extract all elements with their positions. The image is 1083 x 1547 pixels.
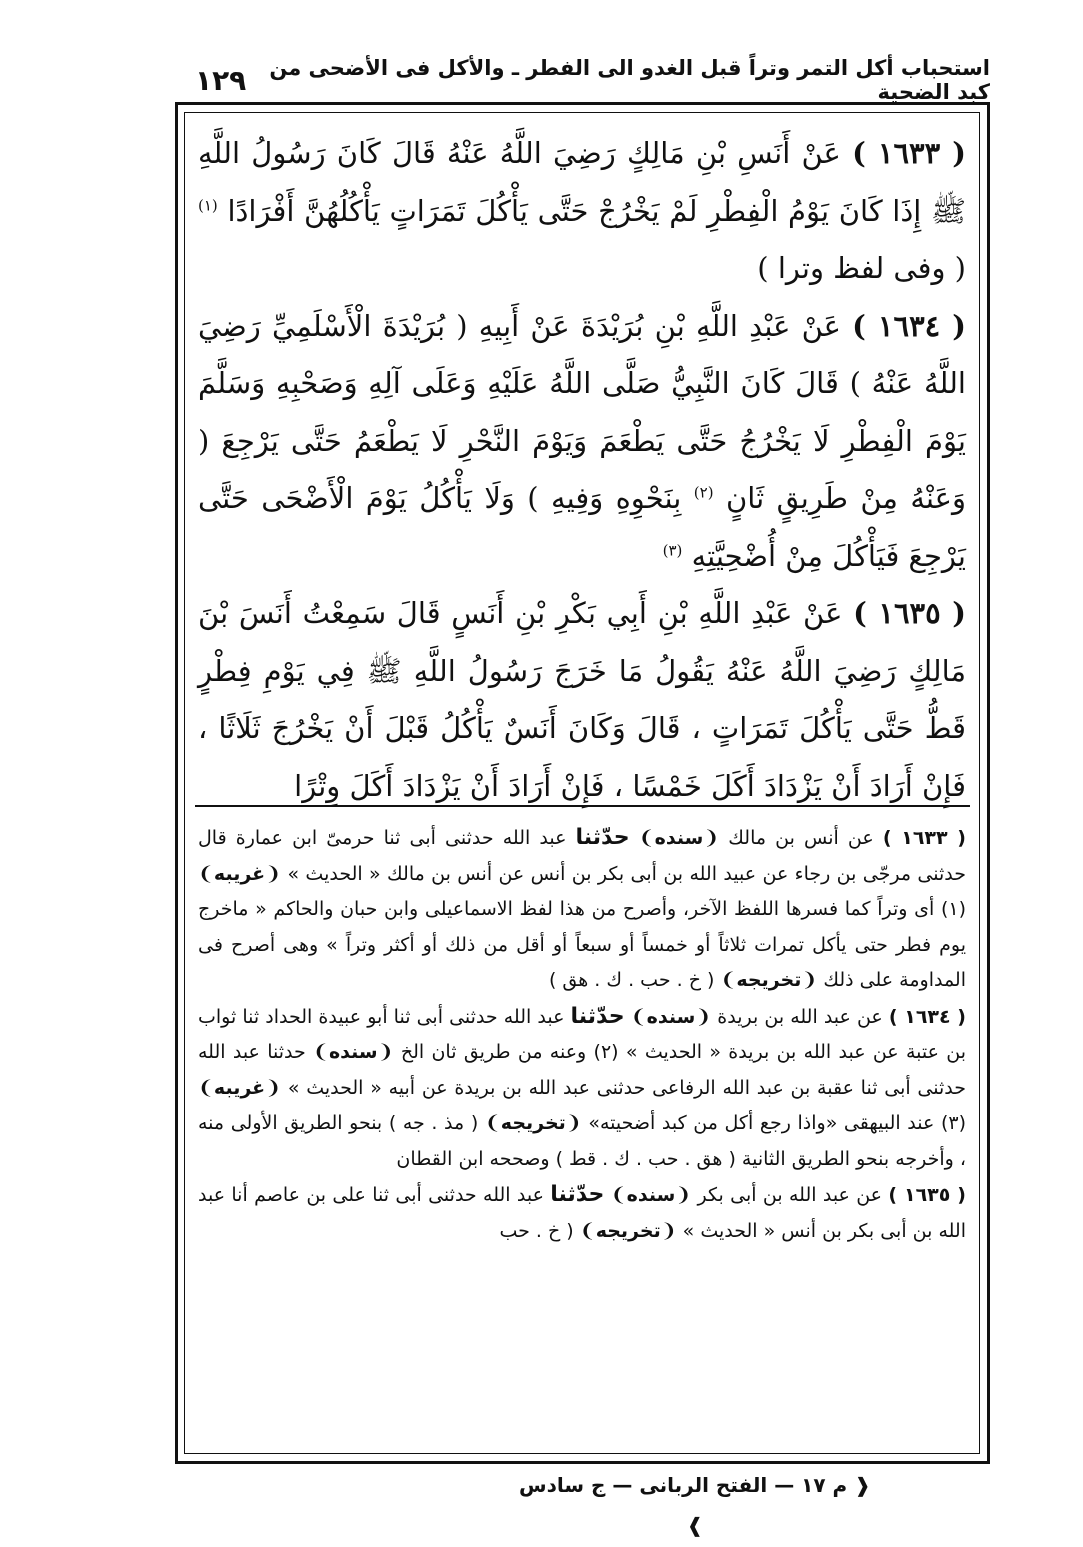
page-header bbox=[195, 56, 990, 104]
sanad-text: عبد الله حدثنى أبى ثنا على بن عاصم أنا عبد الله بن أبى بكر بن أنس « الحديث » bbox=[198, 1184, 966, 1242]
footnote-ref: (٣) bbox=[662, 540, 683, 559]
main-hadith-text bbox=[198, 125, 966, 815]
sanad-label: ❨ سنده ❩ bbox=[611, 1184, 691, 1206]
commentary-notes bbox=[198, 820, 966, 1249]
hadith-body-cont: بِنَحْوِهِ وَفِيهِ ) وَلَا يَأْكُلُ يَوْمَ الْأَضْحَى حَتَّى يَرْجِعَ فَيَأْكُلَ مِنْ أُضْحِيَّتِهِ bbox=[198, 481, 966, 573]
gharib-text: (١) أى وتراً كما فسرها اللفظ الآخر، وأصرح من هذا لفظ الاسماعيلى وابن حبان والحاكم « ماخرج يوم فطر حتى يأكل تمرات ثلاثاً أو خمساً أو سبعاً أو أقل من ذلك أو أكثر وتراً » وهى أصرح فى المداومة على ذلك bbox=[198, 898, 966, 991]
hadith-body: عَنْ عَبْدِ اللَّهِ بْنِ أَبِي بَكْرِ بْنِ أَنَسٍ قَالَ سَمِعْتُ أَنَسَ بْنَ مَالِكٍ رَضِيَ اللَّهُ عَنْهُ يَقُولُ مَا خَرَجَ رَسُولُ اللَّهِ ﷺ فِي يَوْمِ فِطْرٍ قَطُّ حَتَّى يَأْكُلَ تَمَرَاتٍ ، قَالَ وَكَانَ أَنَسٌ يَأْكُلُ قَبْلَ أَنْ يَخْرُجَ ثَلَاثًا ، فَإِنْ أَرَادَ أَنْ يَزْدَادَ أَكَلَ خَمْسًا ، فَإِنْ أَرَادَ أَنْ يَزْدَادَ أَكَلَ وِتْرًا bbox=[198, 596, 966, 803]
running-title: استحباب أكل التمر وتراً قبل الغدو الى الفطر ـ والأكل فى الأضحى من كبد الضحية bbox=[269, 56, 990, 104]
footnote-ref: (٢) bbox=[693, 483, 714, 502]
takhrij-label: ❨ تخريجه ❩ bbox=[580, 1220, 677, 1242]
notes-divider bbox=[195, 805, 970, 807]
note-number: ( ١٦٣٥ ) bbox=[888, 1184, 966, 1206]
note-1633 bbox=[198, 820, 966, 999]
takhrij-label: ❨ تخريجه ❩ bbox=[485, 1112, 582, 1134]
note-lead: عن عبد الله بن أبى بكر bbox=[697, 1184, 883, 1206]
hadith-1634 bbox=[198, 298, 966, 586]
haddathana-word: حدّثنا bbox=[570, 1003, 625, 1029]
hadith-body: عَنْ أَنَسِ بْنِ مَالِكٍ رَضِيَ اللَّهُ عَنْهُ قَالَ كَانَ رَسُولُ اللَّهِ ﷺ إِذَا كَانَ يَوْمُ الْفِطْرِ لَمْ يَخْرُجْ حَتَّى يَأْكُلَ تَمَرَاتٍ يَأْكُلُهُنَّ أَفْرَادًا bbox=[198, 136, 966, 228]
hadith-1633 bbox=[198, 125, 966, 298]
takhrij-text: ( خ . حب . ك . هق ) bbox=[548, 969, 715, 991]
sanad-text: عبد الله حدثنى أبى ثنا حرمىّ ابن عمارة قال حدثنى مرجّى بن رجاء عن عبيد الله بن أبى بكر بن أنس عن أنس بن مالك « الحديث » bbox=[198, 827, 966, 885]
takhrij-text: ( مذ . جه ) بنحو الطريق الأولى منه ، وأخرجه بنحو الطريق الثانية ( هق . حب . ك . قط ) وصححه ابن القطان bbox=[198, 1112, 966, 1170]
note-1634 bbox=[198, 999, 966, 1178]
hadith-body: عَنْ عَبْدِ اللَّهِ بْنِ بُرَيْدَةَ عَنْ أَبِيهِ ( بُرَيْدَةَ الْأَسْلَمِيِّ رَضِيَ اللَّهُ عَنْهُ ) قَالَ كَانَ النَّبِيُّ صَلَّى اللَّهُ عَلَيْهِ وَعَلَى آلِهِ وَصَحْبِهِ وَسَلَّمَ يَوْمَ الْفِطْرِ لَا يَخْرُجُ حَتَّى يَطْعَمَ وَيَوْمَ النَّحْرِ لَا يَطْعَمُ حَتَّى يَرْجِعَ ( وَعَنْهُ مِنْ طَرِيقٍ ثَانٍ bbox=[198, 308, 966, 515]
hadith-variant: ( وفى لفظ وترا ) bbox=[757, 251, 966, 285]
sanad-label: ❨ سنده ❩ bbox=[313, 1041, 393, 1063]
note-number: ( ١٦٣٤ ) bbox=[888, 1005, 966, 1028]
takhrij-text: ( خ . حب bbox=[499, 1219, 574, 1242]
note-lead: عن عبد الله بن بريدة bbox=[717, 1005, 883, 1028]
page-footer-signature: ❰ م ١٧ — الفتح الربانى — ج سادس ❱ bbox=[510, 1465, 880, 1505]
footnote-ref: (١) bbox=[198, 195, 218, 214]
note-1635 bbox=[198, 1177, 966, 1249]
haddathana-word: حدّثنا bbox=[575, 825, 630, 850]
sanad-text: حدثنا عبد الله حدثنى أبى ثنا عقبة بن عبد الله الرفاعى حدثنى عبد الله بن بريدة عن أبيه « الحديث » bbox=[198, 1041, 966, 1099]
note-number: ( ١٦٣٣ ) bbox=[882, 827, 966, 849]
haddathana-word: حدّثنا bbox=[550, 1182, 605, 1207]
hadith-number: ( ١٦٣٣ ) bbox=[852, 136, 966, 170]
gharib-text: (٣) عند البيهقى «واذا رجع أكل من كبد أضحيته» bbox=[588, 1112, 966, 1134]
gharib-label: ❨ غريبه ❩ bbox=[198, 863, 281, 885]
sanad-label: ❨ سنده ❩ bbox=[631, 1006, 711, 1028]
note-lead: عن أنس بن مالك bbox=[728, 827, 874, 849]
hadith-number: ( ١٦٣٤ ) bbox=[852, 308, 966, 343]
sanad-text: عبد الله حدثنى أبى ثنا أبو عبيدة الحداد ثنا ثواب بن عتبة عن عبد الله بن بريدة « الحديث » (٢) وعنه من طريق ثان الخ bbox=[198, 1005, 966, 1063]
gharib-label: ❨ غريبه ❩ bbox=[198, 1077, 281, 1099]
hadith-number: ( ١٦٣٥ ) bbox=[853, 596, 966, 630]
page-number: ١٢٩ bbox=[195, 63, 247, 97]
hadith-1635 bbox=[198, 585, 966, 815]
sanad-label: ❨ سنده ❩ bbox=[639, 827, 719, 849]
takhrij-label: ❨ تخريجه ❩ bbox=[720, 969, 817, 991]
